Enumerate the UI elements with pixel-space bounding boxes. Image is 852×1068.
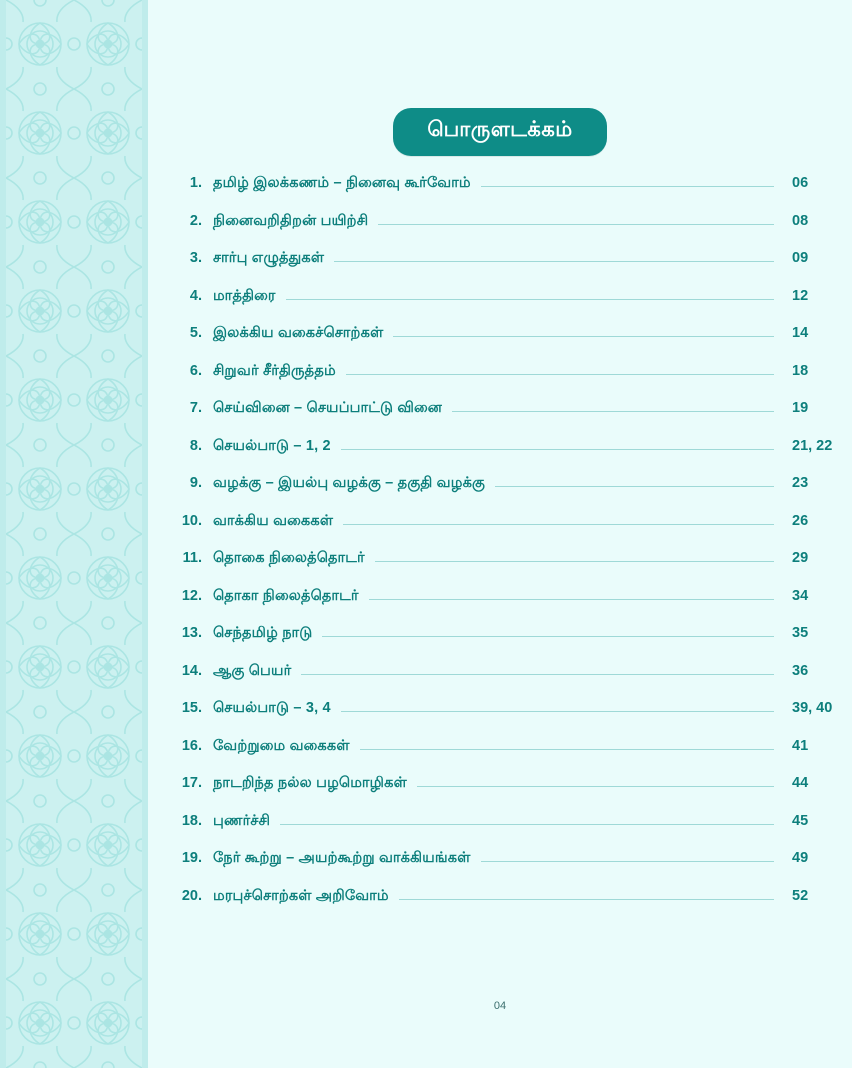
- toc-entry-title: இலக்கிய வகைச்சொற்கள்: [213, 325, 384, 341]
- toc-leader-line: [495, 486, 774, 487]
- toc-leader-line: [481, 186, 774, 187]
- toc-entry-number: 12.: [181, 587, 202, 604]
- toc-entry-number: 17.: [181, 775, 202, 791]
- toc-entry-page: 39, 40: [792, 700, 833, 716]
- toc-entry-title: ஆகு பெயர்: [213, 662, 292, 679]
- toc-entry-title: செயல்பாடு – 1, 2: [213, 437, 331, 454]
- page-content-area: [148, 0, 852, 1068]
- toc-entry-title: தொகை நிலைத்தொடர்: [213, 550, 365, 566]
- toc-entry-number: 4.: [189, 287, 202, 304]
- toc-entry-title: நேர் கூற்று – அயற்கூற்று வாக்கியங்கள்: [213, 850, 471, 866]
- toc-leader-line: [301, 674, 774, 675]
- toc-entry-page: 49: [792, 850, 809, 866]
- toc-entry[interactable]: [168, 738, 852, 776]
- toc-entry[interactable]: [168, 700, 852, 738]
- toc-entry[interactable]: [168, 663, 852, 701]
- toc-entry-page: 06: [792, 175, 809, 191]
- toc-entry-page: 35: [792, 625, 809, 641]
- toc-leader-line: [343, 524, 774, 525]
- toc-entry-page: 44: [792, 775, 809, 791]
- toc-entry-number: 8.: [189, 437, 202, 454]
- toc-leader-line: [322, 636, 774, 637]
- toc-entry-title: சிறுவர் சீர்திருத்தம்: [213, 362, 336, 379]
- toc-entry-number: 5.: [189, 325, 202, 341]
- toc-entry-number: 10.: [181, 512, 202, 529]
- toc-leader-line: [399, 899, 774, 900]
- toc-entry-title: வழக்கு – இயல்பு வழக்கு – தகுதி வழக்கு: [213, 475, 486, 491]
- toc-entry-title: மரபுச்சொற்கள் அறிவோம்: [213, 887, 389, 904]
- toc-entry-number: 3.: [189, 250, 202, 266]
- toc-leader-line: [417, 786, 774, 787]
- toc-entry-title: நாடறிந்த நல்ல பழமொழிகள்: [213, 775, 407, 791]
- toc-entry[interactable]: [168, 325, 852, 363]
- toc-entry-page: 52: [792, 887, 809, 904]
- toc-entry-number: 7.: [189, 400, 202, 416]
- toc-entry[interactable]: [168, 250, 852, 288]
- toc-entry-number: 18.: [181, 812, 202, 829]
- toc-leader-line: [378, 224, 774, 225]
- toc-entry-title: சார்பு எழுத்துகள்: [213, 250, 325, 266]
- toc-entry-number: 6.: [189, 362, 202, 379]
- toc-entry[interactable]: [168, 175, 852, 213]
- toc-entry[interactable]: [168, 288, 852, 326]
- toc-entry-page: 14: [792, 325, 809, 341]
- toc-entry-page: 19: [792, 400, 809, 416]
- page-title: பொருளடக்கம்: [393, 108, 606, 156]
- toc-leader-line: [341, 449, 774, 450]
- toc-entry-page: 21, 22: [792, 437, 833, 454]
- toc-entry-number: 2.: [189, 212, 202, 229]
- toc-entry[interactable]: [168, 213, 852, 251]
- toc-entry[interactable]: [168, 850, 852, 888]
- toc-entry-title: மாத்திரை: [213, 287, 276, 304]
- title-container: [148, 108, 852, 156]
- toc-entry-page: 12: [792, 287, 809, 304]
- toc-leader-line: [334, 261, 774, 262]
- toc-entry-page: 18: [792, 362, 809, 379]
- toc-entry-title: வேற்றுமை வகைகள்: [213, 737, 350, 754]
- toc-entry-page: 41: [792, 737, 809, 754]
- toc-entry[interactable]: [168, 400, 852, 438]
- toc-leader-line: [286, 299, 774, 300]
- toc-entry-number: 11.: [182, 550, 202, 566]
- toc-entry-title: தமிழ் இலக்கணம் – நினைவு கூர்வோம்: [213, 175, 471, 191]
- toc-leader-line: [341, 711, 774, 712]
- toc-entry-page: 29: [792, 550, 809, 566]
- toc-entry-title: வாக்கிய வகைகள்: [213, 512, 334, 529]
- toc-entry-title: புணர்ச்சி: [213, 812, 271, 829]
- toc-entry[interactable]: [168, 438, 852, 476]
- decorative-border-band: [0, 0, 148, 1068]
- toc-entry-title: தொகா நிலைத்தொடர்: [213, 587, 359, 604]
- toc-entry[interactable]: [168, 888, 852, 926]
- toc-entry-title: நினைவறிதிறன் பயிற்சி: [213, 212, 369, 229]
- page-number-footer: 04: [493, 1000, 507, 1012]
- toc-leader-line: [452, 411, 774, 412]
- toc-entry-number: 9.: [189, 475, 202, 491]
- toc-leader-line: [481, 861, 774, 862]
- toc-leader-line: [369, 599, 774, 600]
- table-of-contents: [168, 175, 852, 925]
- toc-entry-page: 45: [792, 812, 809, 829]
- toc-entry[interactable]: [168, 363, 852, 401]
- toc-entry[interactable]: [168, 550, 852, 588]
- toc-leader-line: [346, 374, 774, 375]
- toc-entry[interactable]: [168, 513, 852, 551]
- toc-entry[interactable]: [168, 625, 852, 663]
- toc-entry[interactable]: [168, 775, 852, 813]
- toc-entry-page: 34: [792, 587, 809, 604]
- toc-entry-number: 15.: [181, 700, 202, 716]
- toc-entry-number: 1.: [189, 175, 202, 191]
- toc-entry[interactable]: [168, 813, 852, 851]
- toc-entry-title: செய்வினை – செயப்பாட்டு வினை: [213, 400, 443, 416]
- floral-ornament-pattern: [6, 0, 142, 1068]
- toc-leader-line: [375, 561, 774, 562]
- toc-entry[interactable]: [168, 588, 852, 626]
- toc-entry-number: 14.: [181, 662, 202, 679]
- toc-entry-page: 09: [792, 250, 809, 266]
- toc-leader-line: [280, 824, 774, 825]
- toc-entry[interactable]: [168, 475, 852, 513]
- toc-entry-page: 08: [792, 212, 809, 229]
- toc-entry-page: 26: [792, 512, 809, 529]
- toc-entry-number: 16.: [181, 737, 202, 754]
- toc-entry-title: செயல்பாடு – 3, 4: [213, 700, 331, 716]
- toc-leader-line: [393, 336, 774, 337]
- toc-entry-title: செந்தமிழ் நாடு: [213, 625, 313, 641]
- toc-entry-number: 13.: [181, 625, 202, 641]
- toc-entry-number: 19.: [181, 850, 202, 866]
- toc-entry-page: 36: [792, 662, 809, 679]
- toc-entry-number: 20.: [181, 887, 202, 904]
- toc-entry-page: 23: [792, 475, 809, 491]
- toc-leader-line: [360, 749, 774, 750]
